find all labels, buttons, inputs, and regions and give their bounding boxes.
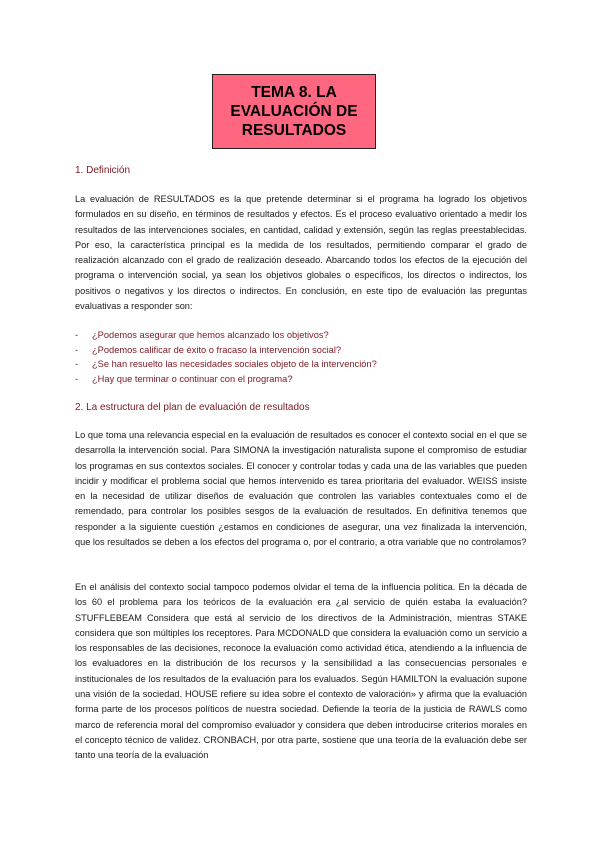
title-line-1: TEMA 8. LA [251, 84, 337, 101]
political-influence-text: En el análisis del contexto social tampoco podemos olvidar el tema de la influencia política. En la década de los 60 el problema para los teóricos de la evaluación era ¿al servicio de quién estaba la evaluación? STUFFLEBEAM Considera que está al servicio de los directivos de la Administración, mientras STAKE considera que son múltiples los receptores. Para MCDONALD que considera la evaluación como un servicio a los responsables de las decisiones, reconoce la evaluación como actividad ética, atendiendo a la influencia de los evaluadores en la distribución de los recursos y la sensibilidad a las consecuencias personales e institucionales de los resultados de la evaluación para los evaluados. Según HAMILTON la evaluación supone una visión de la sociedad. HOUSE refiere su idea sobre el contexto de valoración» y afirma que la evaluación forma parte de los procesos políticos de nuestra sociedad. Defiende la teoría de la justicia de RAWLS como marco de referencia moral del compromiso evaluador y considera que deben introducirse criterios morales en el concepto técnico de validez. CRONBACH, por otra parte, sostiene que una teoría de la evaluación debe ser tanto una teoría de la evaluación [75, 582, 527, 761]
title-box [212, 74, 376, 149]
bullet-dash: - [75, 373, 79, 384]
definition-text: La evaluación de RESULTADOS es la que pretende determinar si el programa ha logrado los objetivos formulados en su diseño, en términos de resultados y efectos. Es el proceso evaluativo orientado a medir los resultados de las intervenciones sociales, en cantidad, calidad y extensión, según las reglas preestablecidas. Por eso, la característica principal es la medida de los resultados, permitiendo comparar el grado de realización alcanzado con el grado de realización deseado. Abarcando todos los efectos de la ejecución del programa o intervención social, ya sean los objetivos globales o específicos, los directos o indirectos, los positivos o negativos y los directos o indirectos. En conclusión, en este tipo de evaluación las preguntas evaluativas a responder son: [75, 194, 527, 312]
question-text: ¿Se han resuelto las necesidades sociales objeto de la intervención? [92, 359, 377, 369]
section-1-paragraph [75, 192, 527, 314]
list-item [75, 372, 527, 387]
question-text: ¿Hay que terminar o continuar con el programa? [92, 373, 293, 384]
section-1-heading: 1. Definición [75, 165, 131, 176]
list-item [75, 328, 527, 343]
bullet-dash: - [75, 344, 79, 355]
section-2-paragraph-1 [75, 428, 527, 550]
title-line-2: EVALUACIÓN DE [230, 103, 358, 120]
bullet-dash: - [75, 330, 79, 340]
bullet-dash: - [75, 359, 79, 369]
list-item [75, 357, 527, 372]
question-text: ¿Podemos calificar de éxito o fracaso la intervención social? [92, 344, 342, 355]
question-text: ¿Podemos asegurar que hemos alcanzado los objetivos? [92, 330, 329, 340]
list-item [75, 343, 527, 358]
evaluative-questions-list [75, 328, 527, 386]
title-line-3: RESULTADOS [241, 122, 347, 139]
section-2-heading: 2. La estructura del plan de evaluación de resultados [75, 402, 310, 413]
context-text: Lo que toma una relevancia especial en la evaluación de resultados es conocer el contexto social en el que se desarrolla la intervención social. Para SIMONA la investigación naturalista supone el compromiso de estudiar los programas en sus contextos sociales. El conocer y controlar todas y cada una de las variables que pueden incidir y modificar el problema social que hemos intervenido es tarea prioritaria del evaluador. WEISS insiste en la necesidad de utilizar diseños de evaluación que controlen las variables contextuales como el de remendado, para controlar los posibles sesgos de la evaluación de resultados. En definitiva tenemos que responder a la siguiente cuestión ¿estamos en condiciones de asegurar, una vez finalizada la intervención, que los resultados se deben a los efectos del programa o, por el contrario, a otra variable que no controlamos? [75, 430, 527, 548]
section-2-paragraph-2 [75, 580, 527, 764]
